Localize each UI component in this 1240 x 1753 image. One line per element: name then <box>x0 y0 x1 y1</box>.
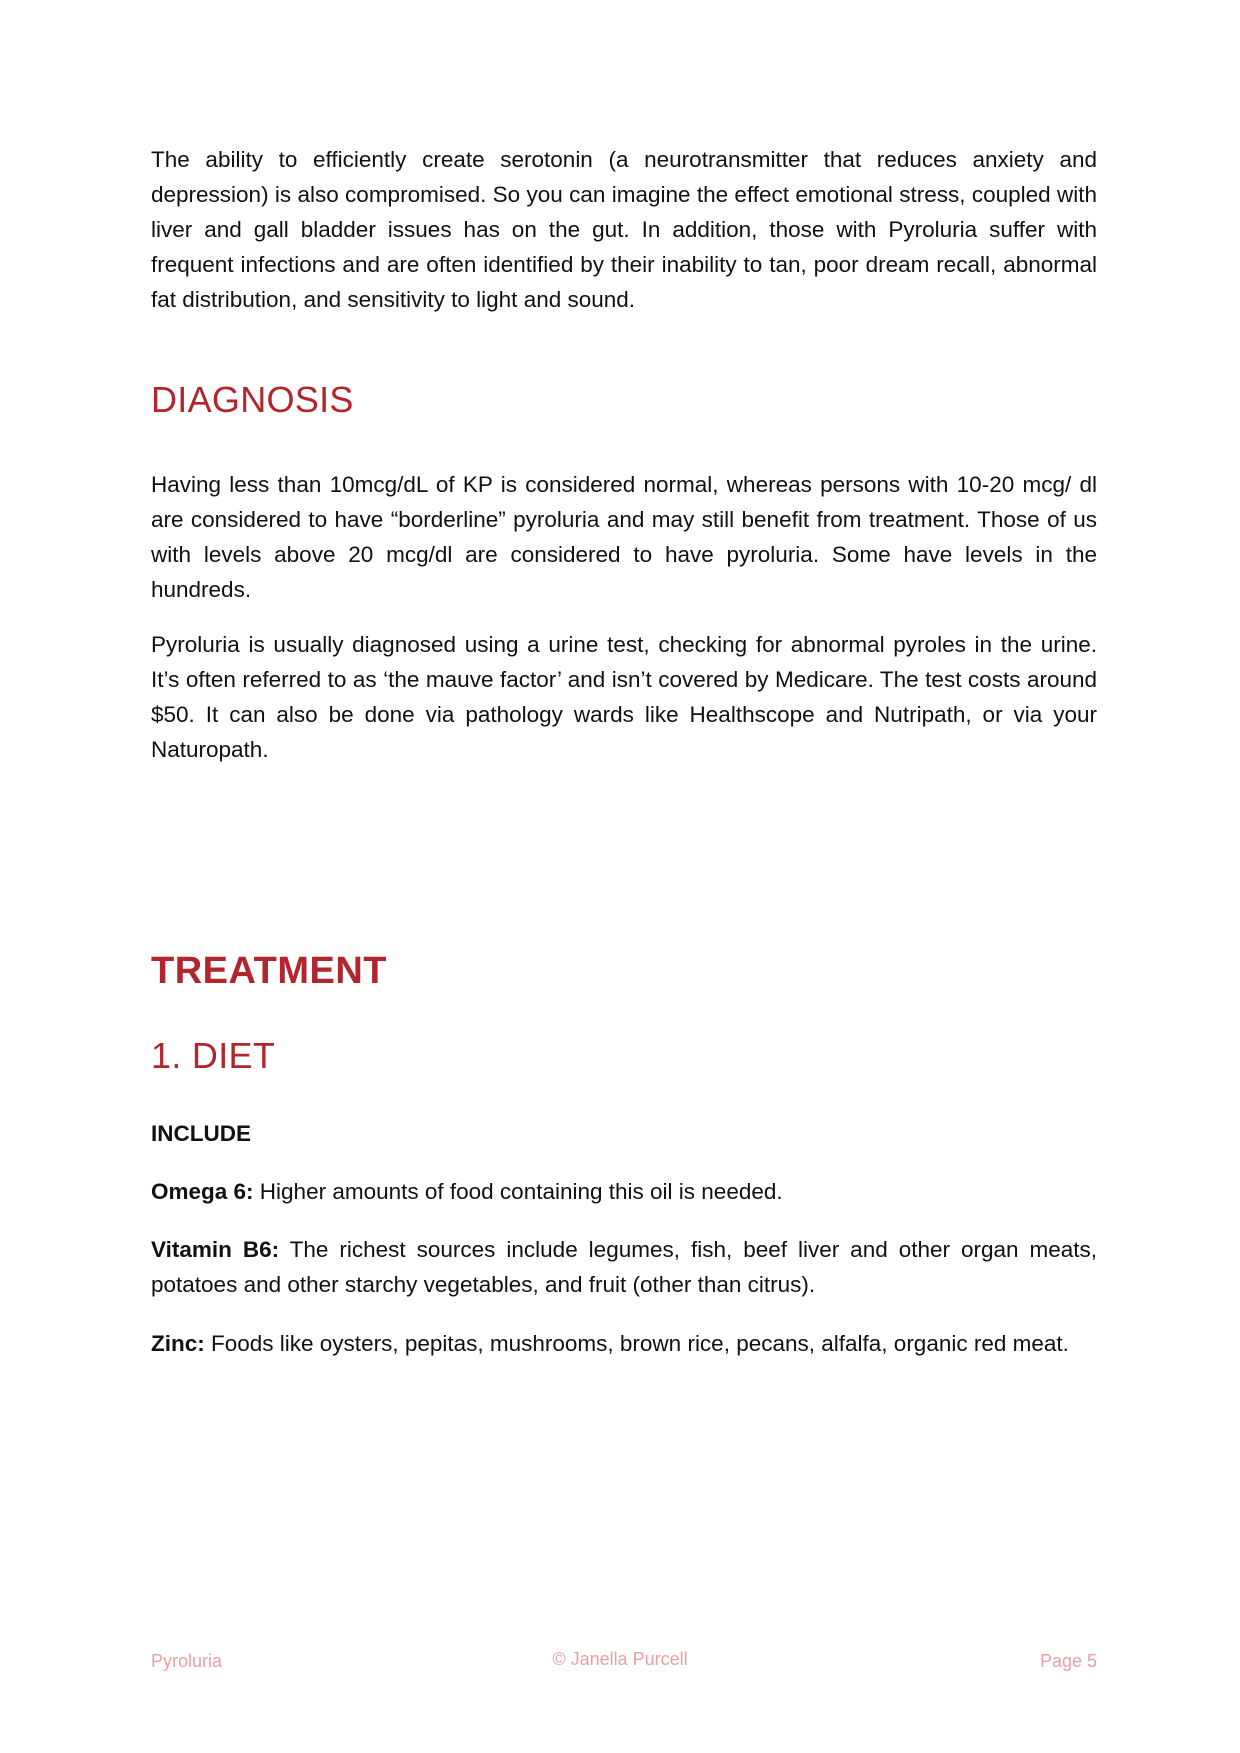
diagnosis-heading: DIAGNOSIS <box>151 379 354 420</box>
diet-item-desc: The richest sources include legumes, fish, beef liver and other organ meats, potatoes and other starchy vegetables, and fruit (other than citrus). <box>151 1237 1097 1297</box>
diet-item-desc: Higher amounts of food containing this oil is needed. <box>253 1179 783 1204</box>
diet-item-vitamin-b6 <box>151 1232 1097 1302</box>
footer-page-number: Page 5 <box>1039 1651 1097 1671</box>
diagnosis-section <box>151 467 1097 607</box>
intro-section <box>151 142 1097 317</box>
diet-item-text <box>151 1232 1097 1302</box>
footer-copyright: © Janella Purcell <box>552 1649 688 1669</box>
diet-item-text <box>151 1174 1097 1209</box>
diagnosis-section-2 <box>151 627 1097 767</box>
treatment-heading: TREATMENT <box>151 950 387 992</box>
intro-paragraph: The ability to efficiently create serotonin (a neurotransmitter that reduces anxiety and depression) is also compromised. So you can imagine the effect emotional stress, coupled with liver and gall bladder issues has on the gut. In addition, those with Pyroluria suffer with frequent infections and are often identified by their inability to tan, poor dream recall, abnormal fat distribution, and sensitivity to light and sound. <box>151 147 1097 312</box>
diet-item-omega6 <box>151 1174 1097 1209</box>
footer-document-title: Pyroluria <box>151 1651 223 1671</box>
diet-item-text <box>151 1326 1097 1361</box>
include-label: INCLUDE <box>151 1121 251 1146</box>
diagnosis-paragraph-2: Pyroluria is usually diagnosed using a urine test, checking for abnormal pyroles in the urine. It’s often referred to as ‘the mauve factor’ and isn’t covered by Medicare. The test costs around $50. It can also be done via pathology wards like Healthscope and Nutripath, or via your Naturopath. <box>151 632 1097 762</box>
diet-item-desc: Foods like oysters, pepitas, mushrooms, brown rice, pecans, alfalfa, organic red meat. <box>204 1331 1069 1356</box>
diagnosis-paragraph-1: Having less than 10mcg/dL of KP is considered normal, whereas persons with 10-20 mcg/ dl are considered to have “borderline” pyroluria and may still benefit from treatment. Those of us with levels above 20 mcg/dl are considered to have pyroluria. Some have levels in the hundreds. <box>151 472 1097 602</box>
diet-item-term: Vitamin B6: <box>151 1237 280 1262</box>
diet-item-zinc <box>151 1326 1097 1361</box>
diet-item-term: Omega 6: <box>151 1179 254 1204</box>
diet-item-term: Zinc: <box>151 1331 205 1356</box>
diet-heading: 1. DIET <box>151 1035 276 1076</box>
